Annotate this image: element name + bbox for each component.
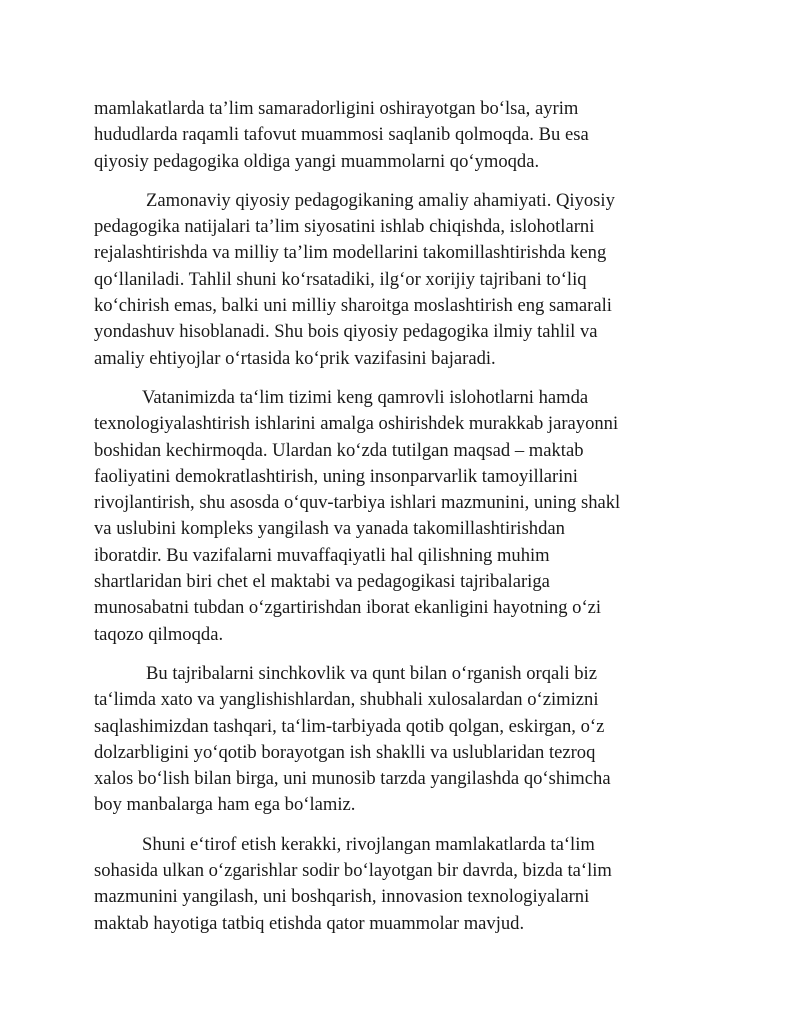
text-line: qiyosiy pedagogika oldiga yangi muammolarni qo‘ymoqda. xyxy=(94,150,540,172)
text-line: qo‘llaniladi. Tahlil shuni ko‘rsatadiki, ilg‘or xorijiy tajribani to‘liq xyxy=(94,268,587,290)
text-line: rejalashtirishda va milliy ta’lim modellarini takomillashtirishda keng xyxy=(94,242,607,264)
text-line: sohasida ulkan o‘zgarishlar sodir bo‘layotgan bir davrda, bizda ta‘lim xyxy=(94,860,612,882)
text-line: boshidan kechirmoqda. Ulardan ko‘zda tutilgan maqsad – maktab xyxy=(94,439,584,461)
text-line: amaliy ehtiyojlar o‘rtasida ko‘prik vazifasini bajaradi. xyxy=(94,347,496,369)
text-line: rivojlantirish, shu asosda o‘quv-tarbiya ishlari mazmunini, uning shakl xyxy=(94,492,621,514)
text-line: munosabatni tubdan o‘zgartirishdan iborat ekanligini hayotning o‘zi xyxy=(94,597,602,619)
text-line: boy manbalarga ham ega bo‘lamiz. xyxy=(94,794,356,816)
text-line: xalos bo‘lish bilan birga, uni munosib tarzda yangilashda qo‘shimcha xyxy=(94,768,611,790)
text-line: faoliyatini demokratlashtirish, uning insonparvarlik tamoyillarini xyxy=(94,465,578,487)
text-line: Zamonaviy qiyosiy pedagogikaning amaliy ahamiyati. Qiyosiy xyxy=(146,189,615,211)
text-line: saqlashimizdan tashqari, ta‘lim-tarbiyada qotib qolgan, eskirgan, o‘z xyxy=(94,715,605,737)
text-line: va uslubini kompleks yangilash va yanada takomillashtirishdan xyxy=(94,518,565,540)
text-line: pedagogika natijalari ta’lim siyosatini ishlab chiqishda, islohotlarni xyxy=(94,216,595,238)
text-line: iboratdir. Bu vazifalarni muvaffaqiyatli hal qilishning muhim xyxy=(94,544,550,566)
paragraph-continuation xyxy=(94,96,714,175)
text-line: ko‘chirish emas, balki uni milliy sharoitga moslashtirish eng samarali xyxy=(94,295,612,317)
text-line: mamlakatlarda ta’lim samaradorligini oshirayotgan bo‘lsa, ayrim xyxy=(94,98,579,119)
text-line: texnologiyalashtirish ishlarini amalga oshirishdek murakkab jarayonni xyxy=(94,413,619,435)
text-line: taqozo qilmoqda. xyxy=(94,623,224,645)
paragraph-studying-experience xyxy=(94,661,714,819)
text-line: Vatanimizda ta‘lim tizimi keng qamrovli islohotlarni hamda xyxy=(142,386,589,408)
text-line: dolzarbligini yo‘qotib borayotgan ish shaklli va uslublaridan tezroq xyxy=(94,741,596,763)
text-line: hududlarda raqamli tafovut muammosi saqlanib qolmoqda. Bu esa xyxy=(94,124,589,146)
paragraph-education-reform xyxy=(94,385,714,648)
text-line: shartlaridan biri chet el maktabi va pedagogikasi tajribalariga xyxy=(94,571,550,593)
text-line: mazmunini yangilash, uni boshqarish, innovasion texnologiyalarni xyxy=(94,886,590,908)
paragraph-practical-significance xyxy=(94,188,714,372)
text-line: Bu tajribalarni sinchkovlik va qunt bilan o‘rganish orqali biz xyxy=(146,662,597,684)
text-line: ta‘limda xato va yanglishishlardan, shubhali xulosalardan o‘zimizni xyxy=(94,689,599,711)
paragraph-current-problems xyxy=(94,832,714,937)
text-line: Shuni e‘tirof etish kerakki, rivojlangan mamlakatlarda ta‘lim xyxy=(142,833,595,855)
text-line: yondashuv hisoblanadi. Shu bois qiyosiy pedagogika ilmiy tahlil va xyxy=(94,321,598,343)
document-page xyxy=(94,96,714,950)
text-line: maktab hayotiga tatbiq etishda qator muammolar mavjud. xyxy=(94,912,525,934)
